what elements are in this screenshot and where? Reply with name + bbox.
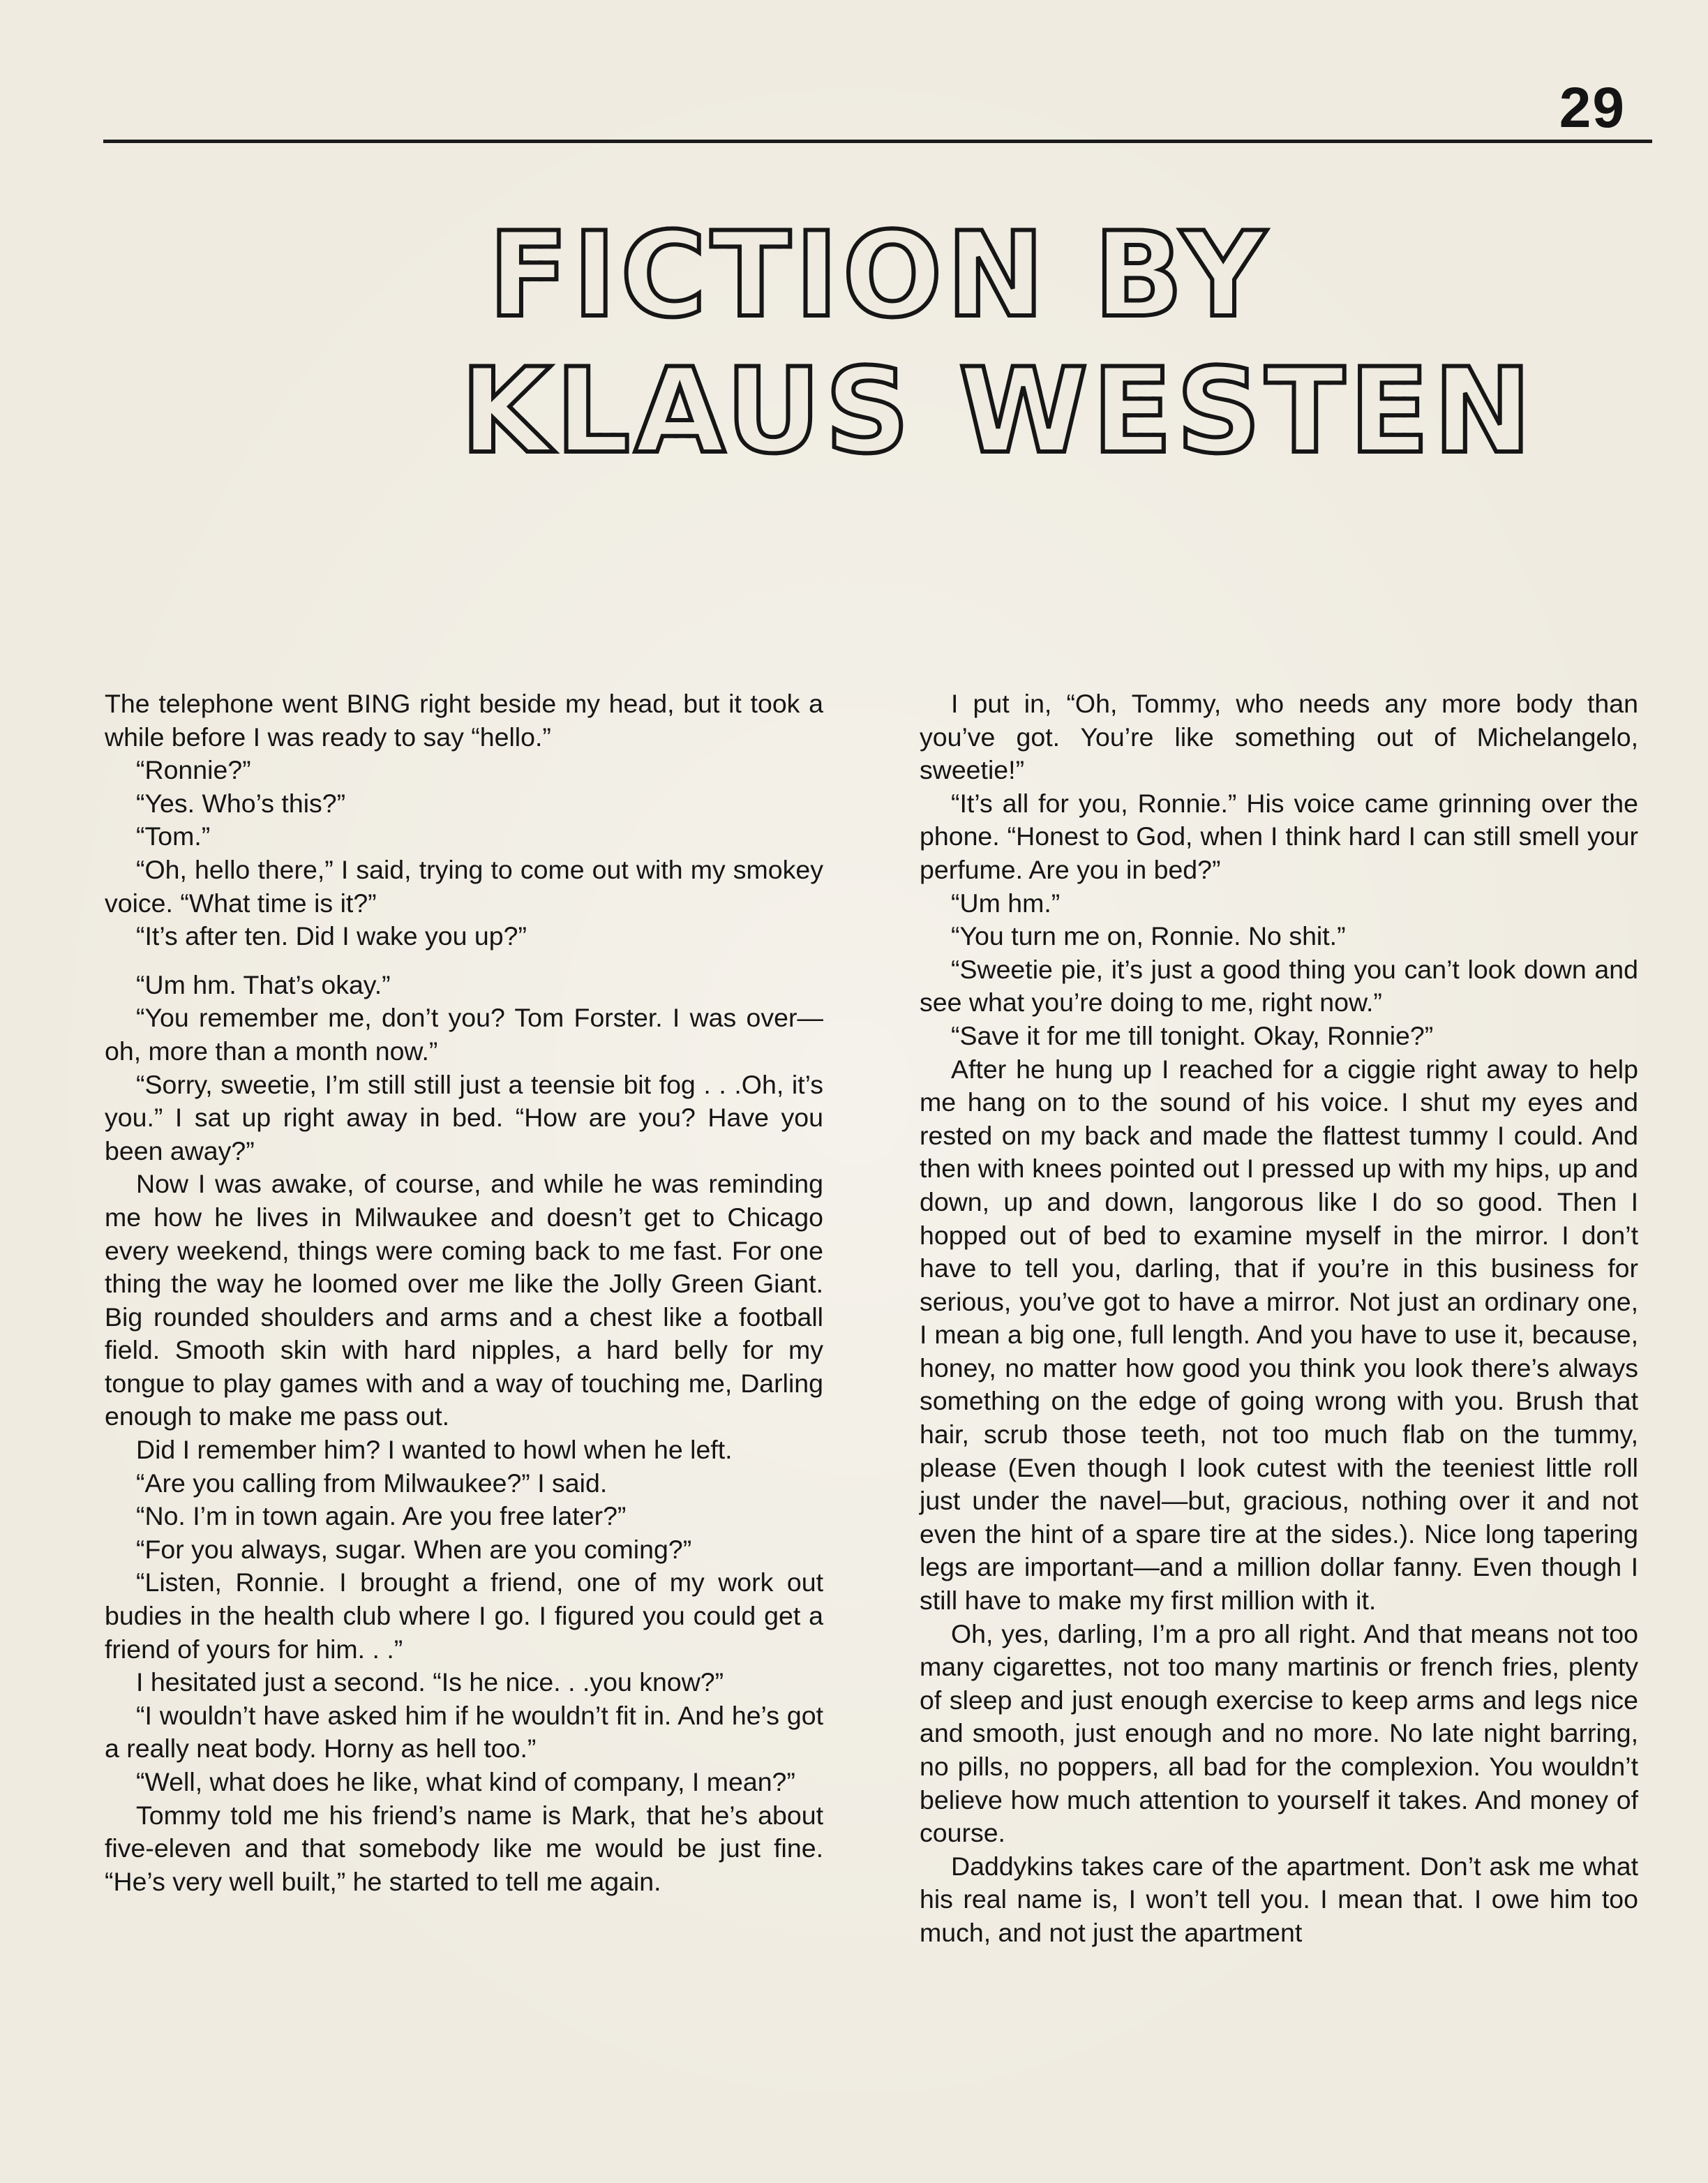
paragraph: Tommy told me his friend’s name is Mark, that he’s about five-eleven and that somebody like me would be just fine. “He’s very well built,” he started to tell me again. [105,1800,823,1896]
paragraph: I hesitated just a second. “Is he nice. . .you know?” [136,1667,724,1697]
page-number: 29 [1559,76,1626,140]
paragraph: “Sorry, sweetie, I’m still still just a teensie bit fog . . .Oh, it’s you.” I sat up right away in bed. “How are you? Have you been away?” [105,1069,823,1165]
paragraph: “Are you calling from Milwaukee?” I said. [136,1468,608,1498]
paragraph: “Um hm. That’s okay.” [136,969,391,999]
left-text-column [105,687,823,1898]
paragraph: “Save it for me till tonight. Okay, Ronnie?” [951,1020,1434,1050]
paragraph: After he hung up I reached for a ciggie right away to help me hang on to the sound of his voice. I shut my eyes and rested on my back and made the flattest tummy I could. And then with knees pointed out I pressed up with my hips, up and down, up and down, langorous like I do so good. Then I hopped out of bed to examine myself in the mirror. I don’t have to tell you, darling, that if you’re in this business for serious, you’ve got to have a mirror. Not just an ordinary one, I mean a big one, full length. And you have to use it, because, honey, no matter how good you think you look there’s always something on the edge of going wrong with you. Brush that hair, scrub those teeth, not too much flab on the tummy, please (Even though I look cutest with the teeniest little roll just under the navel—but, gracious, nothing over it and not even the hint of a spare tire at the sides.). Nice long tapering legs are important—and a million dollar fanny. Even though I still have to make my first million with it. [920,1054,1638,1616]
paragraph: “I wouldn’t have asked him if he wouldn’t fit in. And he’s got a really neat body. Horny as hell too.” [105,1700,823,1764]
paragraph: “You turn me on, Ronnie. No shit.” [951,921,1346,951]
title-line-1 [460,207,1298,343]
paragraph: Did I remember him? I wanted to howl when he left. [136,1435,733,1465]
paragraph: “Ronnie?” [136,755,251,785]
paragraph: “You remember me, don’t you? Tom Forster. I was over—oh, more than a month now.” [105,1003,823,1066]
title-line-1-text: FICTION BY [488,207,1271,343]
paragraph: “Um hm.” [951,888,1061,918]
title-line-2-text: KLAUS WESTEN [460,343,1536,479]
paragraph: “For you always, sugar. When are you coming?” [136,1534,692,1564]
right-text-column [920,687,1638,1950]
paragraph: “Listen, Ronnie. I brought a friend, one of my work out budies in the health club where I go. I figured you could get a friend of yours for him. . .” [105,1567,823,1664]
paragraph: Daddykins takes care of the apartment. Don’t ask me what his real name is, I won’t tell you. I mean that. I owe him too much, and not just the apartment [920,1851,1638,1947]
paragraph: “It’s after ten. Did I wake you up?” [136,921,527,951]
paragraph: “Yes. Who’s this?” [136,788,346,818]
paragraph: The telephone went BING right beside my head, but it took a while before I was ready to say “hello.” [105,689,823,752]
paragraph: “Oh, hello there,” I said, trying to come out with my smokey voice. “What time is it?” [105,854,823,918]
paragraph: “It’s all for you, Ronnie.” His voice came grinning over the phone. “Honest to God, when I think hard I can still smell your perfume. Are you in bed?” [920,788,1638,884]
paragraph: “Well, what does he like, what kind of company, I mean?” [136,1767,795,1796]
paragraph: “Tom.” [136,821,211,851]
title-line-2 [460,343,1536,479]
header-rule [103,140,1652,143]
paragraph: Oh, yes, darling, I’m a pro all right. And that means not too many cigarettes, not too many martinis or french fries, plenty of sleep and just enough exercise to keep arms and legs nice and smooth, just enough and no more. No late night barring, no pills, no poppers, all bad for the complexion. You wouldn’t believe how much attention to yourself it takes. And money of course. [920,1618,1638,1848]
paragraph: “No. I’m in town again. Are you free later?” [136,1501,627,1531]
paragraph: “Sweetie pie, it’s just a good thing you can’t look down and see what you’re doing to me, right now.” [920,954,1638,1018]
paragraph: Now I was awake, of course, and while he was reminding me how he lives in Milwaukee and doesn’t get to Chicago every weekend, things were coming back to me fast. For one thing the way he loomed over me like the Jolly Green Giant. Big rounded shoulders and arms and a chest like a football field. Smooth skin with hard nipples, a hard belly for my tongue to play games with and a way of touching me, Darling enough to make me pass out. [105,1169,823,1431]
paragraph: I put in, “Oh, Tommy, who needs any more body than you’ve got. You’re like something out of Michelangelo, sweetie!” [920,689,1638,785]
